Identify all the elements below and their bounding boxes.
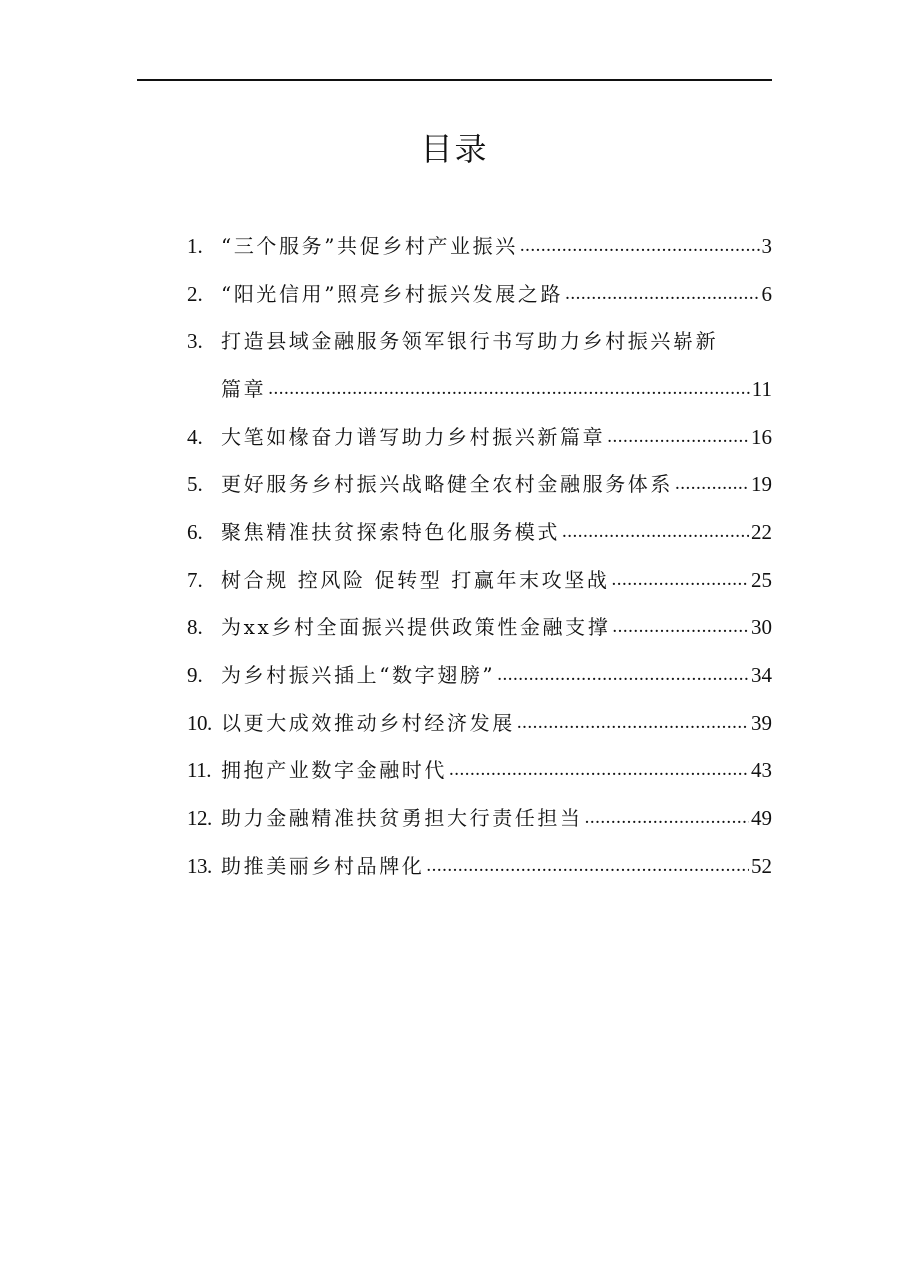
toc-entry-title: 拥抱产业数字金融时代 (221, 758, 447, 783)
toc-entry-title: 为xx乡村全面振兴提供政策性金融支撑 (221, 615, 611, 640)
toc-entry-title: 大笔如椽奋力谱写助力乡村振兴新篇章 (221, 424, 606, 449)
toc-entry-page: 6 (761, 281, 772, 306)
toc-entry[interactable] (187, 604, 772, 652)
toc-list (187, 222, 772, 890)
toc-entry-number: 6. (187, 519, 203, 544)
toc-leader-dots (612, 613, 749, 641)
toc-entry-title: 助力金融精准扶贫勇担大行责任担当 (221, 806, 583, 831)
toc-leader-dots (520, 232, 760, 260)
toc-entry-page: 30 (751, 615, 772, 640)
toc-entry-number: 4. (187, 424, 203, 449)
toc-entry[interactable] (187, 747, 772, 795)
toc-leader-dots (675, 470, 749, 498)
toc-leader-dots (449, 756, 749, 784)
toc-leader-dots (607, 423, 749, 451)
toc-entry-number: 3. (187, 329, 203, 354)
toc-entry-page: 34 (751, 663, 772, 688)
toc-entry-number: 2. (187, 281, 203, 306)
toc-entry-page: 16 (751, 424, 772, 449)
toc-entry-number: 7. (187, 567, 203, 592)
toc-leader-dots (611, 566, 749, 594)
toc-leader-dots (497, 661, 749, 689)
header-rule (137, 79, 772, 81)
toc-entry-title: 助推美丽乡村品牌化 (221, 853, 425, 878)
toc-leader-dots (585, 804, 749, 832)
toc-entry-number: 13. (187, 853, 212, 878)
toc-leader-dots (268, 375, 750, 403)
toc-entry-title: “三个服务”共促乡村产业振兴 (221, 233, 518, 258)
toc-entry-page: 3 (761, 233, 772, 258)
toc-entry-number: 1. (187, 233, 203, 258)
toc-leader-dots (562, 518, 749, 546)
toc-leader-dots (517, 709, 749, 737)
toc-entry-page: 43 (751, 758, 772, 783)
toc-entry[interactable] (187, 651, 772, 699)
toc-entry-page: 11 (751, 376, 772, 401)
toc-entry-page: 19 (751, 472, 772, 497)
toc-entry[interactable] (187, 270, 772, 318)
toc-entry-number: 5. (187, 472, 203, 497)
toc-entry[interactable] (187, 222, 772, 270)
toc-entry-title: 聚焦精准扶贫探索特色化服务模式 (221, 519, 560, 544)
toc-entry-page: 52 (751, 853, 772, 878)
toc-entry-number: 11. (187, 758, 211, 783)
toc-entry-number: 12. (187, 806, 212, 831)
toc-entry-number: 8. (187, 615, 203, 640)
toc-entry[interactable] (187, 842, 772, 890)
toc-entry-page: 25 (751, 567, 772, 592)
toc-entry[interactable] (187, 508, 772, 556)
toc-entry[interactable] (187, 413, 772, 461)
toc-leader-dots (565, 280, 759, 308)
toc-entry[interactable] (187, 794, 772, 842)
toc-entry[interactable] (187, 699, 772, 747)
toc-entry-continuation[interactable] (187, 365, 772, 413)
toc-entry-title: 为乡村振兴插上“数字翅膀” (221, 663, 496, 688)
toc-entry-title: 更好服务乡村振兴战略健全农村金融服务体系 (221, 472, 673, 497)
toc-entry-page: 39 (751, 710, 772, 735)
toc-entry-number: 9. (187, 663, 203, 688)
toc-entry[interactable] (187, 317, 772, 365)
toc-entry-title: 以更大成效推动乡村经济发展 (221, 710, 515, 735)
toc-entry-number: 10. (187, 710, 212, 735)
toc-leader-dots (426, 852, 749, 880)
toc-entry-title: 打造县域金融服务领军银行书写助力乡村振兴崭新 (221, 329, 719, 354)
toc-entry[interactable] (187, 460, 772, 508)
toc-entry-title-continued: 篇章 (221, 376, 267, 401)
toc-entry-page: 49 (751, 806, 772, 831)
toc-title: 目录 (420, 130, 489, 168)
toc-entry-title: “阳光信用”照亮乡村振兴发展之路 (221, 281, 564, 306)
toc-entry-title: 树合规 控风险 促转型 打赢年末攻坚战 (221, 567, 610, 592)
toc-entry-page: 22 (751, 519, 772, 544)
toc-entry[interactable] (187, 556, 772, 604)
